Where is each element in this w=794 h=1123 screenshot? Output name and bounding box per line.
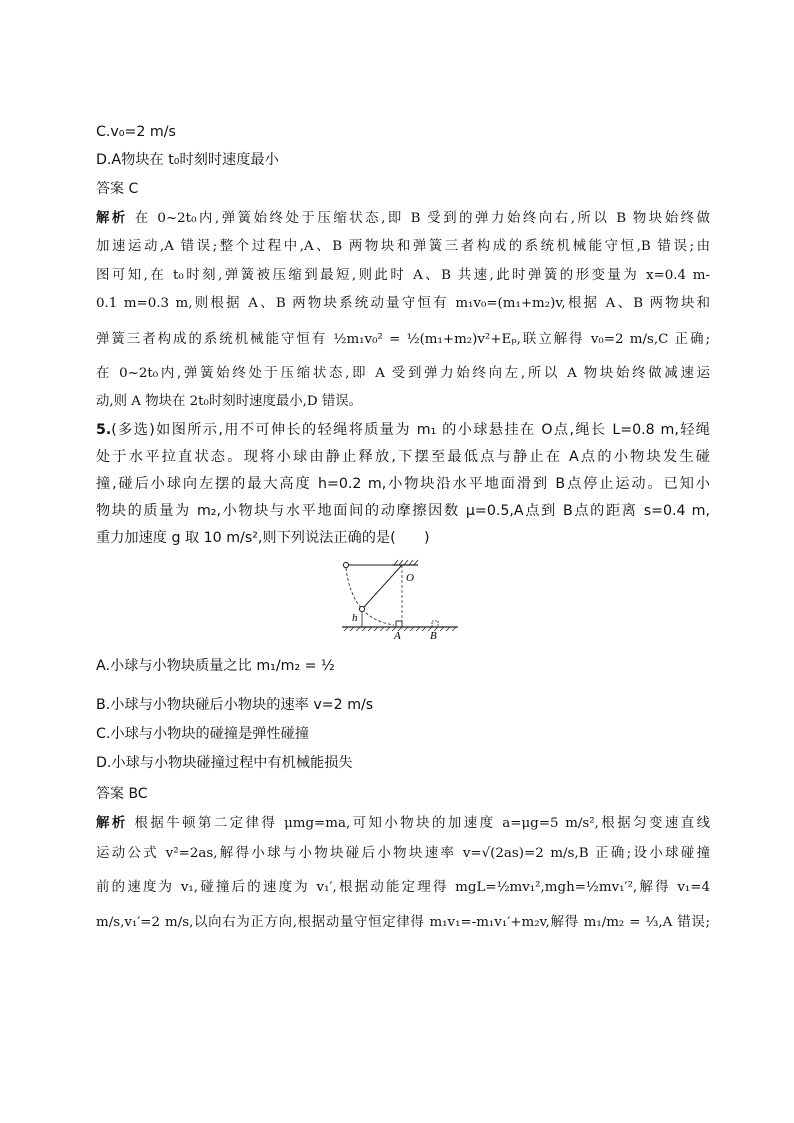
label-o: O — [406, 572, 414, 584]
q5-analysis-line-4: m/s,v₁′=2 m/s,以向右为正方向,根据动量守恒定律得 m₁v₁=-m₁v₁′+m₂v,解得 m₁/m₂ = ⅓,A 错误; — [96, 915, 710, 930]
q4-analysis-text: 在 0~2t₀内,弹簧始终处于压缩状态,即 B 受到的弹力始终向右,所以 B 物块始终做 — [134, 211, 710, 226]
q5-analysis-line-2: 运动公式 v²=2as,解得小球与小物块碰后小物块速率 v=√(2as)=2 m/s,B 正确;设小球碰撞 — [96, 846, 710, 861]
option-d-line: D.A物块在 t₀时刻时速度最小 — [96, 152, 279, 168]
q5-option-d: D.小球与小物块碰撞过程中有机械能损失 — [96, 755, 353, 771]
swung-string — [364, 565, 402, 607]
q5-analysis-line-3: 前的速度为 v₁,碰撞后的速度为 v₁′,根据动能定理得 mgL=½mv₁²,mgh=½mv₁′²,解得 v₁=4 — [96, 880, 710, 895]
label-a: A — [394, 630, 401, 639]
question-number: 5. — [96, 422, 112, 438]
q5-line-2: 处于水平拉直状态。现将小球由静止释放,下摆至最低点与静止在 A点的小物块发生碰 — [96, 449, 710, 465]
label-b: B — [430, 630, 437, 639]
q4-analysis-line-3: 图可知,在 t₀时刻,弹簧被压缩到最短,则此时 A、B 共速,此时弹簧的形变量为 x=0.4 m- — [96, 268, 710, 283]
q4-analysis-line-5: 弹簧三者构成的系统机械能守恒有 ½m₁v₀² = ½(m₁+m₂)v²+Eₚ,联立解得 v₀=2 m/s,C 正确; — [96, 332, 710, 347]
q5-text: (多选)如图所示,用不可伸长的轻绳将质量为 m₁ 的小球悬挂在 O点,绳长 L=0.8 m,轻绳 — [111, 422, 710, 438]
q5-answer: 答案 BC — [96, 786, 148, 802]
block-at-a — [396, 621, 402, 627]
q5-line-4: 物块的质量为 m₂,小物块与水平地面间的动摩擦因数 μ=0.5,A点到 B点的距离 s=0.4 m, — [96, 503, 710, 519]
q4-analysis-line-6: 在 0~2t₀内,弹簧始终处于压缩状态,即 A 受到弹力始终向左,所以 A 物块始终做减速运 — [96, 366, 710, 381]
q4-analysis-line-2: 加速运动,A 错误;整个过程中,A、B 两物块和弹簧三者构成的系统机械能守恒,B 错误;由 — [96, 239, 710, 254]
q5-analysis-line-1 — [96, 815, 710, 833]
option-c-line: C.v₀=2 m/s — [96, 124, 176, 140]
analysis-label: 解析 — [96, 211, 128, 226]
initial-ball — [343, 562, 348, 567]
q5-analysis-text: 根据牛顿第二定律得 μmg=ma,可知小物块的加速度 a=μg=5 m/s²,根据匀变速直线 — [134, 816, 711, 831]
q4-analysis-line-7: 动,则 A 物块在 2t₀时刻时速度最小,D 错误。 — [96, 394, 363, 409]
ceiling-hatch — [394, 560, 418, 565]
q5-option-a: A.小球与小物块质量之比 m₁/m₂ = ½ — [96, 658, 335, 674]
q5-option-c: C.小球与小物块的碰撞是弹性碰撞 — [96, 726, 310, 742]
block-at-b — [432, 621, 438, 627]
q4-analysis-line-1 — [96, 210, 710, 228]
q4-analysis-line-4: 0.1 m=0.3 m,则根据 A、B 两物块系统动量守恒有 m₁v₀=(m₁+m₂)v,根据 A、B 两物块和 — [96, 296, 710, 311]
q5-line-5: 重力加速度 g 取 10 m/s²,则下列说法正确的是( ) — [96, 530, 430, 546]
q5-line-3: 撞,碰后小球向左摆的最大高度 h=0.2 m,小物块沿水平地面滑到 B点停止运动。已知小 — [96, 476, 710, 492]
pendulum-diagram — [340, 559, 462, 643]
swung-ball — [359, 606, 364, 611]
q4-answer: 答案 C — [96, 181, 139, 197]
pendulum-svg — [340, 559, 462, 639]
q5-line-1 — [96, 421, 710, 439]
label-h: h — [352, 612, 358, 624]
analysis-label-2: 解析 — [96, 816, 128, 831]
q5-option-b: B.小球与小物块碰后小物块的速率 v=2 m/s — [96, 697, 374, 713]
